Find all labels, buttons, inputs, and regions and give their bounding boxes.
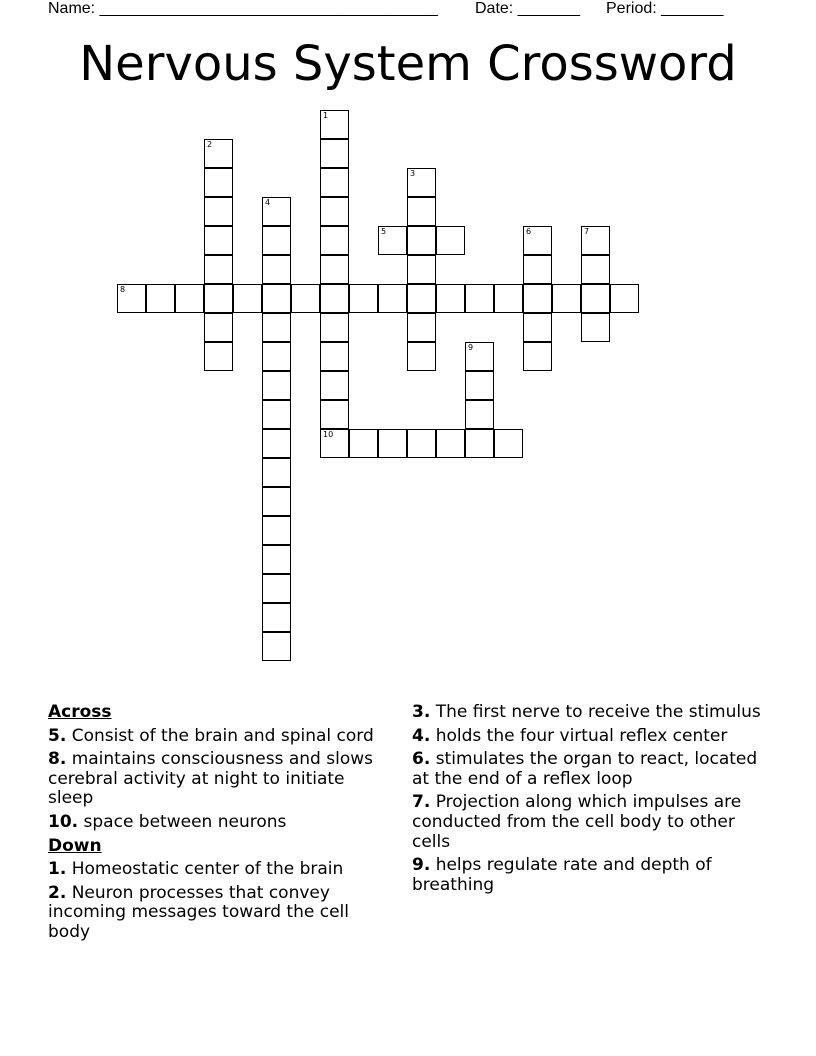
- clue-down-2: 2. Neuron processes that convey incoming messages toward the cell body: [48, 882, 349, 942]
- crossword-cell[interactable]: [204, 168, 233, 197]
- crossword-cell[interactable]: [320, 400, 349, 429]
- crossword-cell[interactable]: [262, 574, 291, 603]
- crossword-cell[interactable]: [117, 284, 146, 313]
- crossword-cell[interactable]: [262, 284, 291, 313]
- crossword-cell[interactable]: [320, 226, 349, 255]
- crossword-cell[interactable]: [204, 139, 233, 168]
- crossword-cell[interactable]: [523, 284, 552, 313]
- clue-across-5: 5. Consist of the brain and spinal cord: [48, 725, 374, 746]
- crossword-cell[interactable]: [262, 226, 291, 255]
- crossword-cell[interactable]: [523, 313, 552, 342]
- crossword-cell[interactable]: [262, 545, 291, 574]
- crossword-cell[interactable]: [523, 226, 552, 255]
- crossword-cell[interactable]: [262, 516, 291, 545]
- crossword-cell[interactable]: [407, 313, 436, 342]
- crossword-cell[interactable]: [407, 168, 436, 197]
- clue-number-10: 10: [323, 430, 334, 439]
- crossword-cell[interactable]: [262, 487, 291, 516]
- clues-right-column: [412, 703, 762, 899]
- name-field-label[interactable]: Name: ______________________________________: [48, 0, 438, 17]
- crossword-cell[interactable]: [581, 284, 610, 313]
- clue-number-7: 7: [584, 227, 590, 236]
- crossword-cell[interactable]: [320, 110, 349, 139]
- clue-across-10: 10. space between neurons: [48, 811, 287, 832]
- crossword-cell[interactable]: [581, 255, 610, 284]
- clue-down-6: 6. stimulates the organ to react, located at the end of a reflex loop: [412, 749, 758, 789]
- clue-number-9: 9: [468, 343, 474, 352]
- crossword-cell[interactable]: [204, 226, 233, 255]
- period-field-label[interactable]: Period: _______: [606, 0, 724, 17]
- crossword-cell[interactable]: [552, 284, 581, 313]
- crossword-cell[interactable]: [581, 226, 610, 255]
- crossword-cell[interactable]: [494, 284, 523, 313]
- crossword-cell[interactable]: [262, 313, 291, 342]
- crossword-cell[interactable]: [378, 429, 407, 458]
- crossword-cell[interactable]: [262, 400, 291, 429]
- crossword-cell[interactable]: [320, 197, 349, 226]
- crossword-cell[interactable]: [204, 342, 233, 371]
- crossword-cell[interactable]: [320, 313, 349, 342]
- crossword-cell[interactable]: [204, 197, 233, 226]
- crossword-cell[interactable]: [436, 284, 465, 313]
- crossword-cell[interactable]: [262, 458, 291, 487]
- crossword-cell[interactable]: [407, 429, 436, 458]
- crossword-cell[interactable]: [465, 400, 494, 429]
- crossword-cell[interactable]: [494, 429, 523, 458]
- clues-left-column: [48, 703, 388, 947]
- crossword-cell[interactable]: [262, 255, 291, 284]
- crossword-cell[interactable]: [407, 226, 436, 255]
- crossword-cell[interactable]: [407, 342, 436, 371]
- crossword-cell[interactable]: [407, 255, 436, 284]
- clue-number-3: 3: [410, 169, 416, 178]
- crossword-cell[interactable]: [610, 284, 639, 313]
- crossword-cell[interactable]: [465, 284, 494, 313]
- page-title: Nervous System Crossword: [79, 36, 737, 92]
- crossword-cell[interactable]: [320, 429, 349, 458]
- crossword-cell[interactable]: [320, 139, 349, 168]
- crossword-cell[interactable]: [262, 632, 291, 661]
- clue-down-7: 7. Projection along which impulses are conducted from the cell body to other cells: [412, 792, 742, 852]
- clue-number-2: 2: [207, 140, 213, 149]
- crossword-cell[interactable]: [262, 371, 291, 400]
- crossword-cell[interactable]: [175, 284, 204, 313]
- crossword-cell[interactable]: [233, 284, 262, 313]
- crossword-cell[interactable]: [262, 603, 291, 632]
- clue-down-9: 9. helps regulate rate and depth of breathing: [412, 855, 712, 895]
- crossword-cell[interactable]: [349, 284, 378, 313]
- clue-number-1: 1: [323, 111, 329, 120]
- crossword-cell[interactable]: [320, 255, 349, 284]
- crossword-cell[interactable]: [204, 255, 233, 284]
- crossword-cell[interactable]: [320, 168, 349, 197]
- date-field-label[interactable]: Date: _______: [475, 0, 580, 17]
- crossword-cell[interactable]: [291, 284, 320, 313]
- crossword-cell[interactable]: [320, 284, 349, 313]
- crossword-cell[interactable]: [262, 429, 291, 458]
- crossword-cell[interactable]: [407, 284, 436, 313]
- crossword-cell[interactable]: [378, 284, 407, 313]
- crossword-cell[interactable]: [407, 197, 436, 226]
- clue-number-6: 6: [526, 227, 532, 236]
- down-heading: Down: [48, 835, 102, 856]
- clue-across-8: 8. maintains consciousness and slows cerebral activity at night to initiate sleep: [48, 749, 373, 809]
- crossword-cell[interactable]: [262, 342, 291, 371]
- crossword-cell[interactable]: [378, 226, 407, 255]
- crossword-cell[interactable]: [523, 255, 552, 284]
- clue-down-4: 4. holds the four virtual reflex center: [412, 725, 728, 746]
- crossword-cell[interactable]: [349, 429, 378, 458]
- crossword-cell[interactable]: [436, 226, 465, 255]
- crossword-cell[interactable]: [523, 342, 552, 371]
- crossword-cell[interactable]: [204, 313, 233, 342]
- crossword-cell[interactable]: [465, 429, 494, 458]
- clue-down-3: 3. The first nerve to receive the stimulus: [412, 702, 761, 722]
- clue-number-5: 5: [381, 227, 387, 236]
- crossword-cell[interactable]: [204, 284, 233, 313]
- clue-down-1: 1. Homeostatic center of the brain: [48, 859, 344, 880]
- crossword-cell[interactable]: [581, 313, 610, 342]
- crossword-cell[interactable]: [320, 342, 349, 371]
- crossword-cell[interactable]: [320, 371, 349, 400]
- clue-number-8: 8: [120, 285, 126, 294]
- crossword-cell[interactable]: [465, 371, 494, 400]
- crossword-cell[interactable]: [262, 197, 291, 226]
- clue-number-4: 4: [265, 198, 271, 207]
- crossword-cell[interactable]: [436, 429, 465, 458]
- across-heading: Across: [48, 702, 112, 722]
- crossword-cell[interactable]: [146, 284, 175, 313]
- crossword-cell[interactable]: [465, 342, 494, 371]
